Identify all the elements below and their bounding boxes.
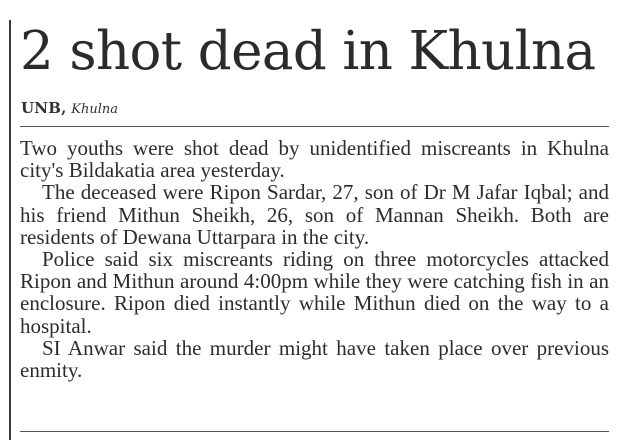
byline-agency: UNB, <box>21 99 67 117</box>
byline-divider <box>20 126 609 127</box>
article-paragraph-3: Police said six miscreants riding on three motorcycles attacked Ripon and Mithun around 4:00pm while they were catching fish in an enclosure. Ripon died instantly while Mithun died on the way to a hospital. <box>20 247 609 338</box>
article-body <box>20 137 609 381</box>
column-left-rule <box>9 20 11 440</box>
article-bottom-divider <box>20 431 609 432</box>
article-paragraph-1: Two youths were shot dead by unidentified miscreants in Khulna city's Bildakatia area yesterday. <box>20 136 609 183</box>
article-paragraph-4: SI Anwar said the murder might have taken place over previous enmity. <box>20 335 609 383</box>
article-paragraph-2: The deceased were Ripon Sardar, 27, son of Dr M Jafar Iqbal; and his friend Mithun Sheikh, 26, son of Mannan Sheikh. Both are residents of Dewana Uttarpara in the city. <box>20 180 609 249</box>
byline-place: Khulna <box>71 102 119 117</box>
article-headline: 2 shot dead in Khulna <box>20 21 596 82</box>
article-byline <box>21 99 118 119</box>
